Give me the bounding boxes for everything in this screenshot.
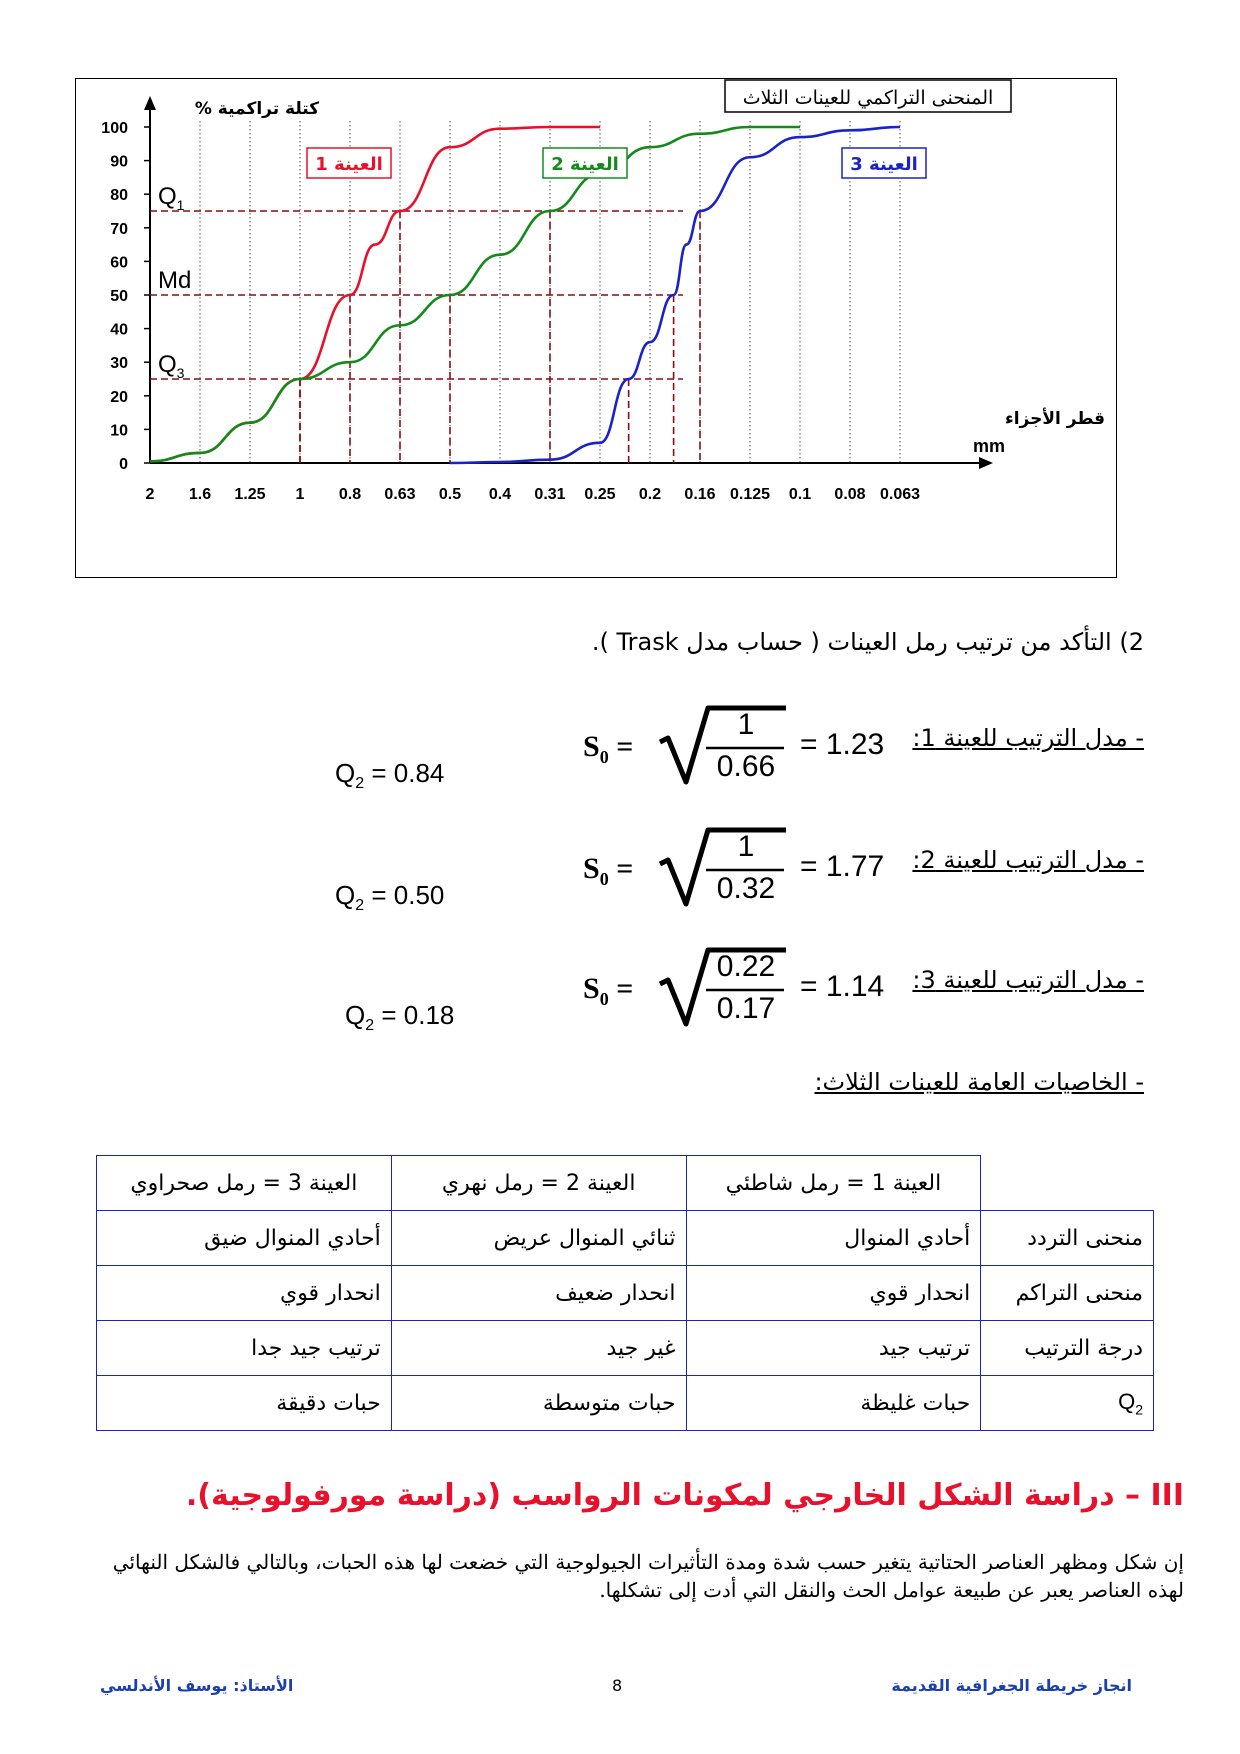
y-tick-label: 40	[110, 321, 128, 339]
series-label: العينة 3	[850, 154, 918, 175]
table-cell: انحدار ضعيف	[391, 1266, 686, 1321]
y-tick-label: 0	[119, 456, 128, 473]
chart-title: المنحنى التراكمي للعينات الثلاث	[742, 87, 994, 109]
y-tick-label: 50	[110, 288, 128, 305]
row-label: درجة الترتيب	[981, 1321, 1154, 1376]
table-cell: ثنائي المنوال عريض	[391, 1211, 686, 1266]
table-cell: غير جيد	[391, 1321, 686, 1376]
s0-symbol	[583, 852, 633, 890]
footer-title: انجاز خريطة الجغرافية القديمة	[891, 1676, 1132, 1695]
fraction-denominator: 0.32	[716, 872, 776, 905]
y-tick-label: 10	[110, 422, 128, 440]
s0-subscript: 0	[599, 989, 609, 1009]
x-tick-label: 2	[145, 486, 155, 503]
table-header-row	[97, 1156, 1154, 1211]
x-tick-label: 0.2	[638, 486, 662, 503]
q2-subscript: 2	[355, 775, 365, 793]
table-cell: ترتيب جيد جدا	[97, 1321, 392, 1376]
s0-letter: S	[583, 730, 600, 763]
trask-row-label: - مدل الترتيب للعينة 3:	[912, 966, 1144, 994]
y-tick-label: 30	[110, 355, 128, 373]
s0-equals: =	[616, 852, 634, 885]
table-cell: حبات متوسطة	[391, 1376, 686, 1431]
y-axis-arrow	[144, 96, 156, 110]
series-label: العينة 1	[315, 154, 383, 175]
q2-subscript: 2	[1135, 1401, 1143, 1418]
y-tick-label: 90	[110, 153, 128, 171]
y-tick-label: 60	[110, 254, 128, 272]
x-tick-label: 0.25	[584, 486, 616, 503]
s0-result: = 1.14	[800, 970, 885, 1003]
table-row	[97, 1266, 1154, 1321]
s0-subscript: 0	[599, 869, 609, 889]
row-label: منحنى التراكم	[981, 1266, 1154, 1321]
table-cell: انحدار قوي	[97, 1266, 392, 1321]
quartile-label: $Q_1$	[158, 183, 185, 213]
x-tick-label: 0.16	[684, 486, 716, 503]
table-cell: أحادي المنوال	[686, 1211, 981, 1266]
x-axis-unit: mm	[972, 436, 1005, 456]
x-tick-label: 1	[295, 486, 305, 503]
q2-letter: Q	[345, 1000, 366, 1030]
q2-letter: Q	[335, 758, 356, 788]
s0-letter: S	[583, 852, 600, 885]
y-tick-label: 20	[110, 388, 128, 406]
s0-symbol	[583, 972, 633, 1010]
footer-author: الأستاذ: يوسف الأندلسي	[100, 1676, 294, 1695]
x-tick-label: 1.25	[234, 486, 266, 503]
x-tick-label: 0.4	[488, 486, 512, 503]
table-cell: حبات غليظة	[686, 1376, 981, 1431]
row-label-q2	[981, 1376, 1154, 1431]
section-3-title: III – دراسة الشكل الخارجي لمكونات الرواسب (دراسة مورفولوجية).	[185, 1478, 1184, 1513]
table-row	[97, 1376, 1154, 1431]
s0-symbol	[583, 730, 633, 768]
table-cell: ترتيب جيد	[686, 1321, 981, 1376]
x-tick-label: 0.063	[879, 486, 921, 503]
x-tick-label: 0.5	[438, 486, 462, 503]
y-axis-label: كتلة تراكمية %	[194, 99, 320, 119]
q2-letter: Q	[1118, 1388, 1136, 1414]
quartile-subscript: 1	[176, 197, 185, 213]
y-tick-label: 100	[101, 120, 128, 137]
q2-subscript: 2	[355, 897, 365, 915]
q2-number: = 0.84	[371, 758, 445, 788]
x-tick-label: 0.1	[788, 486, 812, 503]
table-corner-cell	[981, 1156, 1154, 1211]
x-tick-label: 0.08	[834, 486, 866, 503]
trask-heading: 2) التأكد من ترتيب رمل العينات ( حساب مدل Trask ).	[591, 628, 1144, 656]
fraction-numerator: 0.22	[716, 950, 776, 983]
x-tick-label: 0.31	[534, 486, 566, 503]
x-tick-label: 1.6	[188, 486, 212, 503]
fraction-numerator: 1	[737, 708, 755, 741]
table-cell: أحادي المنوال ضيق	[97, 1211, 392, 1266]
x-tick-label: 0.8	[338, 486, 362, 503]
table-header-cell: العينة 3 = رمل صحراوي	[97, 1156, 392, 1211]
row-label: منحنى التردد	[981, 1211, 1154, 1266]
s0-result: = 1.77	[800, 850, 885, 883]
s0-letter: S	[583, 972, 600, 1005]
table-row	[97, 1321, 1154, 1376]
q2-letter: Q	[335, 880, 356, 910]
table-header-cell: العينة 2 = رمل نهري	[391, 1156, 686, 1211]
x-axis-label: قطر الأجزاء	[1005, 409, 1106, 429]
quartile-label: $Q_3$	[158, 351, 185, 381]
s0-result: = 1.23	[800, 728, 885, 761]
s0-equals: =	[616, 972, 634, 1005]
table-cell: انحدار قوي	[686, 1266, 981, 1321]
y-tick-label: 70	[110, 220, 128, 238]
q2-subscript: 2	[365, 1017, 375, 1035]
quartile-label: Md	[158, 267, 192, 294]
trask-row-label: - مدل الترتيب للعينة 1:	[912, 724, 1144, 752]
quartile-subscript: 3	[176, 365, 185, 381]
fraction-denominator: 0.66	[716, 750, 776, 783]
x-tick-label: 0.63	[384, 486, 416, 503]
q2-value	[335, 758, 444, 793]
table-cell: حبات دقيقة	[97, 1376, 392, 1431]
properties-heading: - الخاصيات العامة للعينات الثلاث:	[814, 1068, 1144, 1096]
section-3-paragraph: إن شكل ومظهر العناصر الحتاتية يتغير حسب شدة ومدة التأثيرات الجيولوجية التي خضعت لها هذه الحبات، وبالتالي فالشكل النهائي لهذه العناصر يعبر عن طبيعة عوامل الحث والنقل التي أدت إلى تشكلها.	[112, 1550, 1184, 1602]
fraction-denominator: 0.17	[716, 992, 776, 1025]
cumulative-curve-chart	[75, 78, 1117, 578]
q2-value	[335, 880, 444, 915]
page-number: 8	[612, 1676, 623, 1695]
properties-table	[96, 1155, 1154, 1431]
series-line	[150, 127, 800, 461]
x-axis-arrow	[979, 457, 993, 469]
q2-number: = 0.50	[371, 880, 445, 910]
s0-equals: =	[616, 730, 634, 763]
s0-subscript: 0	[599, 747, 609, 767]
table-row	[97, 1211, 1154, 1266]
y-tick-label: 80	[110, 187, 128, 205]
trask-row-label: - مدل الترتيب للعينة 2:	[912, 846, 1144, 874]
q2-value	[345, 1000, 454, 1035]
table-header-cell: العينة 1 = رمل شاطئي	[686, 1156, 981, 1211]
q2-number: = 0.18	[381, 1000, 455, 1030]
series-label: العينة 2	[551, 154, 619, 175]
x-tick-label: 0.125	[729, 486, 771, 503]
fraction-numerator: 1	[737, 830, 755, 863]
